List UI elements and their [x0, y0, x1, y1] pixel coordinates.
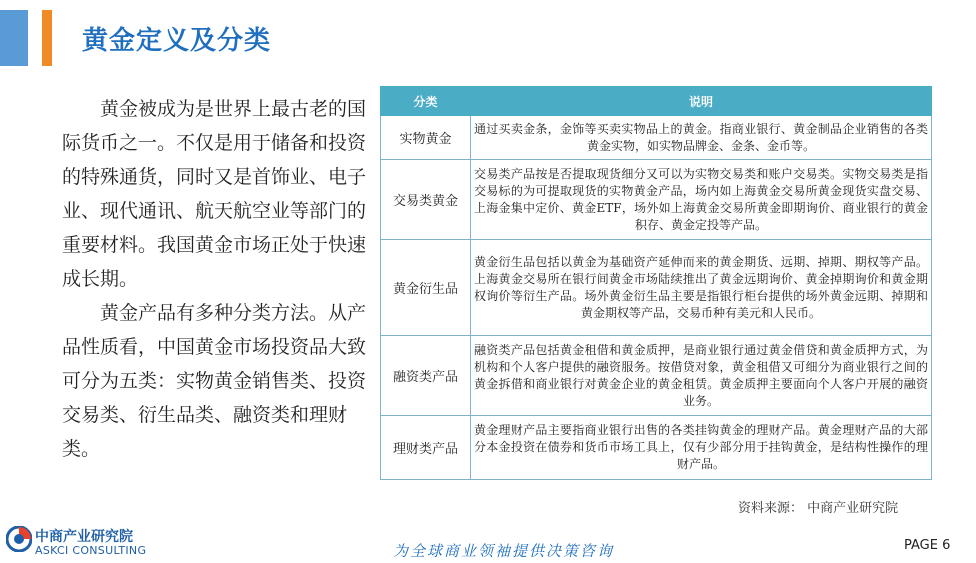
table-cell-category: 理财类产品: [381, 416, 471, 480]
table-row: [381, 160, 932, 240]
table-cell-category: 实物黄金: [381, 116, 471, 160]
table-cell-description: 交易类产品按是否提取现货细分又可以为实物交易类和账户交易类。实物交易类是指交易标的为可提取现货的实物黄金产品，场内如上海黄金交易所黄金现货实盘交易、上海金集中定价、黄金ETF，场外如上海黄金交易所黄金即期询价、商业银行的黄金积存、黄金定投等产品。: [471, 160, 932, 240]
table-cell-category: 交易类黄金: [381, 160, 471, 240]
table-row: [381, 116, 932, 160]
body-paragraph-1: 黄金被成为是世界上最古老的国际货币之一。不仅是用于储备和投资的特殊通货，同时又是首饰业、电子业、现代通讯、航天航空业等部门的重要材料。我国黄金市场正处于快速成长期。: [62, 98, 367, 290]
table-row: [381, 336, 932, 416]
table-cell-description: 融资类产品包括黄金租借和黄金质押，是商业银行通过黄金借贷和黄金质押方式，为机构和个人客户提供的融资服务。按借贷对象，黄金租借又可细分为商业银行之间的黄金拆借和商业银行对黄金企业的黄金租赁。黄金质押主要面向个人客户开展的融资业务。: [471, 336, 932, 416]
table-row: [381, 240, 932, 336]
table-row: [381, 416, 932, 480]
header-accent-orange: [42, 10, 52, 66]
footer-slogan: 为全球商业领袖提供决策咨询: [393, 542, 615, 560]
body-paragraph-2: 黄金产品有多种分类方法。从产品性质看，中国黄金市场投资品大致可分为五类：实物黄金销售类、投资交易类、衍生品类、融资类和理财类。: [62, 302, 367, 460]
table-header-description: 说明: [471, 87, 932, 116]
table-cell-description: 通过买卖金条，金饰等买卖实物品上的黄金。指商业银行、黄金制品企业销售的各类黄金实物，如实物品牌金、金条、金币等。: [471, 116, 932, 160]
company-logo-icon: [6, 526, 32, 552]
header-accent-blue: [0, 10, 28, 66]
table-cell-category: 融资类产品: [381, 336, 471, 416]
body-text: [62, 92, 380, 466]
slide-title: 黄金定义及分类: [82, 26, 272, 56]
source-note: 资料来源： 中商产业研究院: [738, 501, 899, 516]
company-name-cn: 中商产业研究院: [35, 529, 133, 545]
table-header-category: 分类: [381, 87, 471, 116]
company-name-en: ASKCI CONSULTING: [35, 544, 147, 557]
page-number: PAGE 6: [904, 538, 951, 553]
table-cell-description: 黄金理财产品主要指商业银行出售的各类挂钩黄金的理财产品。黄金理财产品的大部分本金投资在债券和货币市场工具上，仅有少部分用于挂钩黄金，是结构性操作的理财产品。: [471, 416, 932, 480]
table-cell-category: 黄金衍生品: [381, 240, 471, 336]
classification-table: [380, 86, 932, 480]
table-header-row: [381, 87, 932, 116]
table-cell-description: 黄金衍生品包括以黄金为基础资产延伸而来的黄金期货、远期、掉期、期权等产品。上海黄金交易所在银行间黄金市场陆续推出了黄金远期询价、黄金掉期询价和黄金期权询价等衍生产品。场外黄金衍生品主要是指银行柜台提供的场外黄金远期、掉期和黄金期权等产品，交易币种有美元和人民币。: [471, 240, 932, 336]
